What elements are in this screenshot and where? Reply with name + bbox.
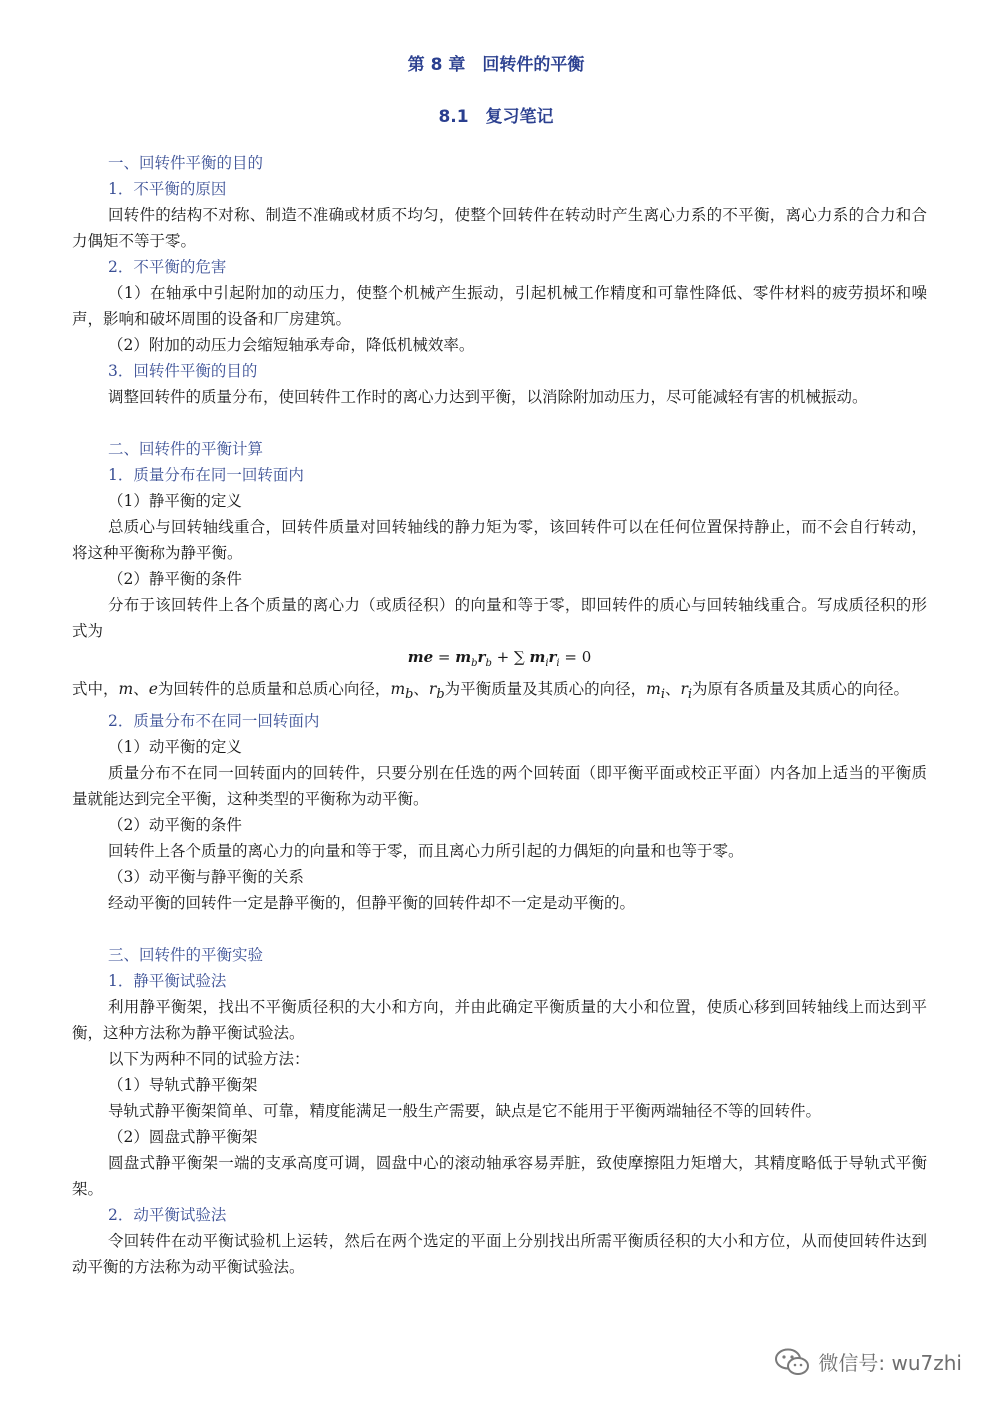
item-heading: （1）导轨式静平衡架 [108,1076,258,1095]
subheading-2-1: 1．质量分布在同一回转面内 [108,466,304,484]
paragraph: 调整回转件的质量分布，使回转件工作时的离心力达到平衡，以消除附加动压力，尽可能减轻有害的机械振动。 [108,388,868,406]
section-title: 8.1 复习笔记 [438,107,554,127]
wechat-icon [774,1348,810,1376]
paragraph: 以下为两种不同的试验方法： [108,1050,310,1069]
paragraph: （1）在轴承中引起附加的动压力，使整个机械产生振动，引起机械工作精度和可靠性降低、零件材料的疲劳损坏和噪声，影响和破坏周围的设备和厂房建筑。 [72,284,927,328]
item-heading: （2）静平衡的条件 [108,570,242,588]
paragraph: 回转件上各个质量的离心力的向量和等于零，而且离心力所引起的力偶矩的向量和也等于零。 [108,842,744,861]
static-balance-formula: me = $m_br_b$ + ∑ $m_ir_i = 0$ [407,648,592,669]
item-heading: （1）静平衡的定义 [108,492,242,510]
section-3-heading: 三、回转件的平衡实验 [108,946,264,965]
item-heading: （3）动平衡与静平衡的关系 [108,868,304,887]
item-heading: （2）动平衡的条件 [108,816,242,835]
formula-explanation: 式中，m、e为回转件的总质量和总质心向径，$m_b$、$r_b$为平衡质量及其质心的向径，$m_i$、$r_i$为原有各质量及其质心的向径。 [72,680,910,703]
paragraph: 质量分布不在同一回转面内的回转件，只要分别在任选的两个回转面（即平衡平面或校正平面）内各加上适当的平衡质量就能达到完全平衡，这种类型的平衡称为动平衡。 [72,764,927,809]
item-heading: （2）圆盘式静平衡架 [108,1128,258,1147]
subheading-3-1: 1．静平衡试验法 [108,972,227,991]
subheading-3-2: 2．动平衡试验法 [108,1206,227,1225]
paragraph: 导轨式静平衡架简单、可靠，精度能满足一般生产需要，缺点是它不能用于平衡两端轴径不等的回转件。 [108,1102,822,1121]
paragraph: 令回转件在动平衡试验机上运转，然后在两个选定的平面上分别找出所需平衡质径积的大小和方位，从而使回转件达到动平衡的方法称为动平衡试验法。 [72,1232,927,1277]
section-2-heading: 二、回转件的平衡计算 [108,440,264,458]
document-body [72,150,927,1280]
subheading-1-1: 1．不平衡的原因 [108,180,227,198]
paragraph: 分布于该回转件上各个质量的离心力（或质径积）的向量和等于零，即回转件的质心与回转轴线重合。写成质径积的形式为 [72,596,927,640]
watermark-text: 微信号: wu7zhi [818,1351,962,1375]
paragraph: 圆盘式静平衡架一端的支承高度可调，圆盘中心的滚动轴承容易弄脏，致使摩擦阻力矩增大，其精度略低于导轨式平衡架。 [72,1154,927,1199]
paragraph: 利用静平衡架，找出不平衡质径积的大小和方向，并由此确定平衡质量的大小和位置，使质心移到回转轴线上而达到平衡，这种方法称为静平衡试验法。 [72,998,927,1043]
paragraph: 总质心与回转轴线重合，回转件质量对回转轴线的静力矩为零，该回转件可以在任何位置保持静止，而不会自行转动，将这种平衡称为静平衡。 [72,518,927,562]
item-heading: （1）动平衡的定义 [108,738,242,757]
paragraph: （2）附加的动压力会缩短轴承寿命，降低机械效率。 [108,336,475,354]
paragraph: 回转件的结构不对称、制造不准确或材质不均匀，使整个回转件在转动时产生离心力系的不平衡，离心力系的合力和合力偶矩不等于零。 [72,206,927,250]
chapter-title: 第 8 章 回转件的平衡 [407,55,585,75]
subheading-2-2: 2．质量分布不在同一回转面内 [108,712,320,731]
wechat-watermark [774,1347,962,1376]
paragraph: 经动平衡的回转件一定是静平衡的，但静平衡的回转件却不一定是动平衡的。 [108,894,636,913]
subheading-1-2: 2．不平衡的危害 [108,258,227,276]
subheading-1-3: 3．回转件平衡的目的 [108,362,258,380]
section-1-heading: 一、回转件平衡的目的 [108,154,264,172]
